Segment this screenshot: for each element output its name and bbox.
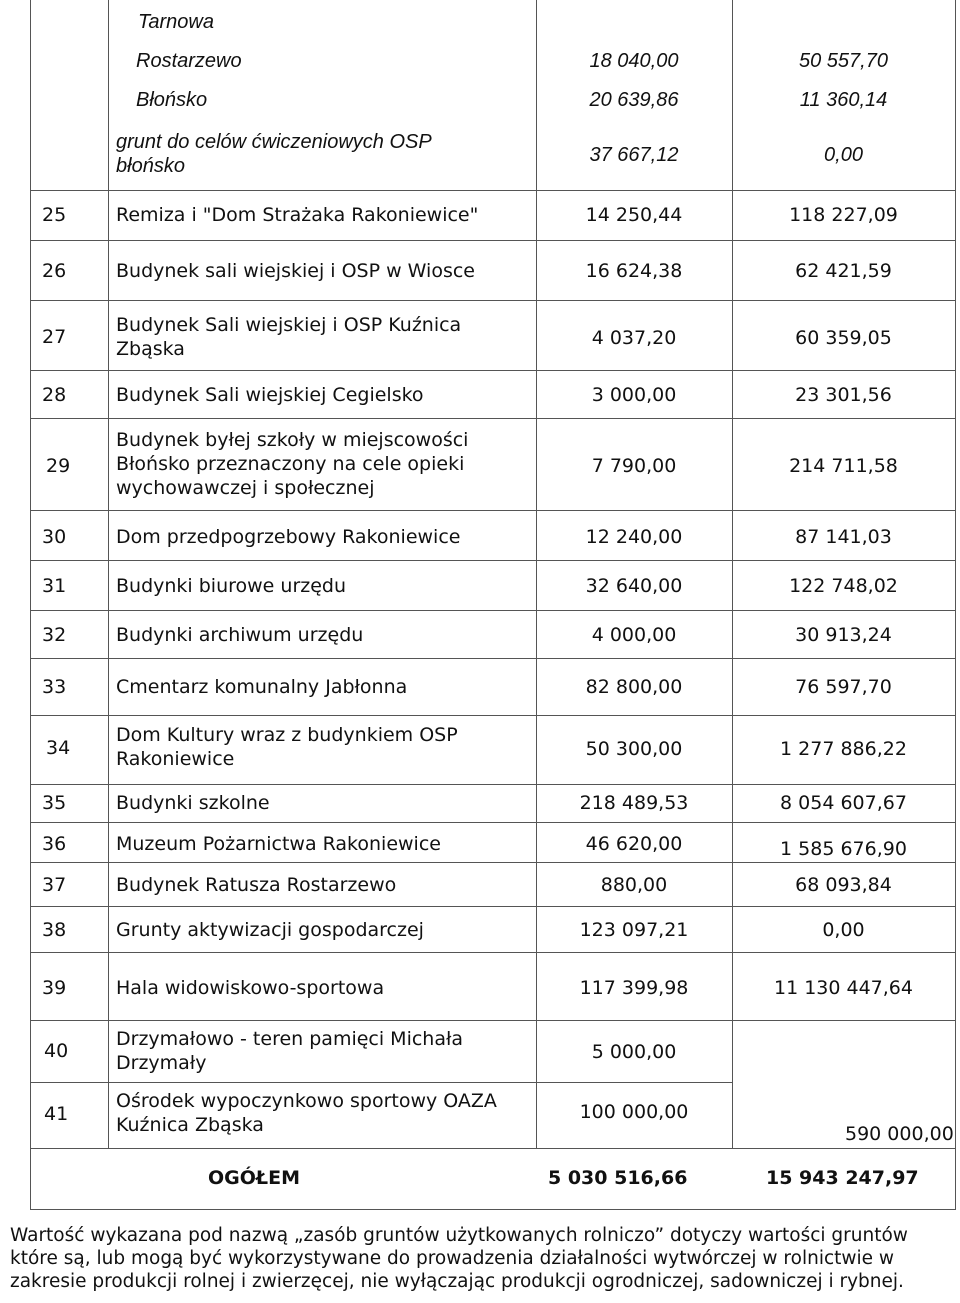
row-number: 25	[42, 204, 67, 226]
row-number: 28	[42, 384, 67, 406]
row-value-1: 5 000,00	[591, 1041, 677, 1063]
subrow-name: grunt do celów ćwiczeniowych OSP błońsko	[116, 131, 431, 177]
row-value-2: 11 130 447,64	[773, 977, 913, 999]
row-value-1: 218 489,53	[579, 792, 689, 814]
row-name: Budynek Sali wiejskiej i OSP Kuźnica Zbąska	[116, 314, 462, 360]
row-number: 26	[42, 260, 67, 282]
grid-line	[30, 1148, 956, 1149]
row-value-1: 4 000,00	[591, 624, 677, 646]
row-value-2: 87 141,03	[795, 526, 892, 548]
row-value-2: 23 301,56	[795, 384, 892, 406]
row-name: Budynek Ratusza Rostarzewo	[116, 874, 397, 896]
row-number: 29	[46, 455, 71, 477]
grid-line	[30, 1020, 956, 1021]
row-value-1: 123 097,21	[579, 919, 689, 941]
row-number: 36	[42, 833, 67, 855]
subrow-value-2: 11 360,14	[799, 89, 888, 111]
total-value-2: 15 943 247,97	[766, 1167, 919, 1189]
row-value-2: 8 054 607,67	[780, 792, 907, 814]
row-number: 27	[42, 326, 67, 348]
row-value-1: 14 250,44	[585, 204, 683, 226]
row-number: 33	[42, 676, 67, 698]
row-value-2: 118 227,09	[789, 204, 898, 226]
row-value-1: 50 300,00	[585, 738, 683, 760]
row-value-1: 4 037,20	[591, 327, 677, 349]
row-number: 30	[42, 526, 67, 548]
grid-line	[30, 952, 956, 953]
grid-line	[30, 822, 956, 823]
row-name: Muzeum Pożarnictwa Rakoniewice	[116, 833, 441, 855]
grid-line	[30, 190, 956, 191]
row-number: 35	[42, 792, 67, 814]
row-value-2: 590 000,00	[845, 1123, 954, 1145]
row-name: Dom Kultury wraz z budynkiem OSP Rakoniewice	[116, 724, 458, 770]
row-number: 37	[42, 874, 67, 896]
row-number: 40	[44, 1040, 69, 1062]
row-value-1: 32 640,00	[585, 575, 683, 597]
row-number: 41	[44, 1103, 69, 1125]
row-name: Hala widowiskowo-sportowa	[116, 977, 385, 999]
row-name: Budynek Sali wiejskiej Cegielsko	[116, 384, 424, 406]
row-value-2: 122 748,02	[789, 575, 898, 597]
row-value-2: 1 277 886,22	[780, 738, 907, 760]
subrow-value-2: 0,00	[824, 144, 863, 166]
subrow-name: Błońsko	[136, 89, 208, 111]
grid-line	[30, 370, 956, 371]
grid-line	[30, 862, 956, 863]
row-value-2: 76 597,70	[795, 676, 892, 698]
row-number: 39	[42, 977, 67, 999]
row-value-2: 0,00	[822, 919, 865, 941]
grid-line	[30, 715, 956, 716]
grid-line	[30, 658, 956, 659]
row-value-2: 30 913,24	[795, 624, 892, 646]
row-name: Budynki archiwum urzędu	[116, 624, 364, 646]
row-name: Budynki biurowe urzędu	[116, 575, 347, 597]
grid-line	[30, 240, 956, 241]
row-value-1: 82 800,00	[585, 676, 683, 698]
row-value-1: 16 624,38	[585, 260, 683, 282]
row-name: Budynek sali wiejskiej i OSP w Wiosce	[116, 260, 475, 282]
row-name: Ośrodek wypoczynkowo sportowy OAZA Kuźnica Zbąska	[116, 1090, 497, 1136]
grid-line	[30, 0, 31, 1210]
grid-line	[30, 418, 956, 419]
subrow-value-1: 18 040,00	[589, 50, 679, 72]
row-value-2: 68 093,84	[795, 874, 892, 896]
grid-line	[30, 300, 956, 301]
grid-line	[30, 784, 956, 785]
row-number: 32	[42, 624, 67, 646]
row-value-1: 46 620,00	[585, 833, 683, 855]
row-number: 34	[46, 737, 71, 759]
grid-line	[30, 510, 956, 511]
row-value-2: 214 711,58	[789, 455, 898, 477]
row-value-1: 117 399,98	[579, 977, 689, 999]
row-name: Drzymałowo - teren pamięci Michała Drzymały	[116, 1028, 464, 1074]
grid-line	[30, 906, 956, 907]
row-name: Remiza i "Dom Strażaka Rakoniewice"	[116, 204, 479, 226]
subrow-name: Tarnowa	[138, 11, 214, 33]
row-value-1: 7 790,00	[591, 455, 677, 477]
subrow-value-1: 20 639,86	[589, 89, 679, 111]
row-name: Grunty aktywizacji gospodarczej	[116, 919, 424, 941]
row-value-1: 880,00	[600, 874, 668, 896]
row-name: Dom przedpogrzebowy Rakoniewice	[116, 526, 461, 548]
subrow-name: Rostarzewo	[136, 50, 242, 72]
grid-line	[955, 0, 956, 1210]
row-name: Cmentarz komunalny Jabłonna	[116, 676, 408, 698]
total-value-1: 5 030 516,66	[548, 1167, 688, 1189]
row-name: Budynki szkolne	[116, 792, 270, 814]
row-value-2: 60 359,05	[795, 327, 892, 349]
grid-line	[30, 1082, 732, 1083]
footnote: Wartość wykazana pod nazwą „zasób gruntów użytkowanych rolniczo” dotyczy wartości gruntów które są, lub mogą być wykorzystywane do prowadzenia działalności wytwórczej w rolnictwie w zakresie produkcji rolnej i zwierzęcej, nie wyłączając produkcji ogrodniczej, sadowniczej i rybnej.	[10, 1225, 908, 1292]
subrow-value-2: 50 557,70	[799, 50, 888, 72]
row-value-2: 62 421,59	[795, 260, 892, 282]
total-label: OGÓŁEM	[208, 1167, 300, 1189]
row-value-1: 3 000,00	[591, 384, 677, 406]
subrow-value-1: 37 667,12	[589, 144, 679, 166]
grid-line	[30, 610, 956, 611]
grid-line	[30, 1209, 956, 1210]
grid-line	[30, 560, 956, 561]
row-value-2: 1 585 676,90	[780, 838, 907, 860]
row-name: Budynek byłej szkoły w miejscowości Błońsko przeznaczony na cele opieki wychowawczej i społecznej	[116, 429, 469, 499]
row-value-1: 100 000,00	[579, 1101, 689, 1123]
row-number: 31	[42, 575, 67, 597]
row-value-1: 12 240,00	[585, 526, 683, 548]
grid-line	[108, 0, 109, 1148]
row-number: 38	[42, 919, 67, 941]
